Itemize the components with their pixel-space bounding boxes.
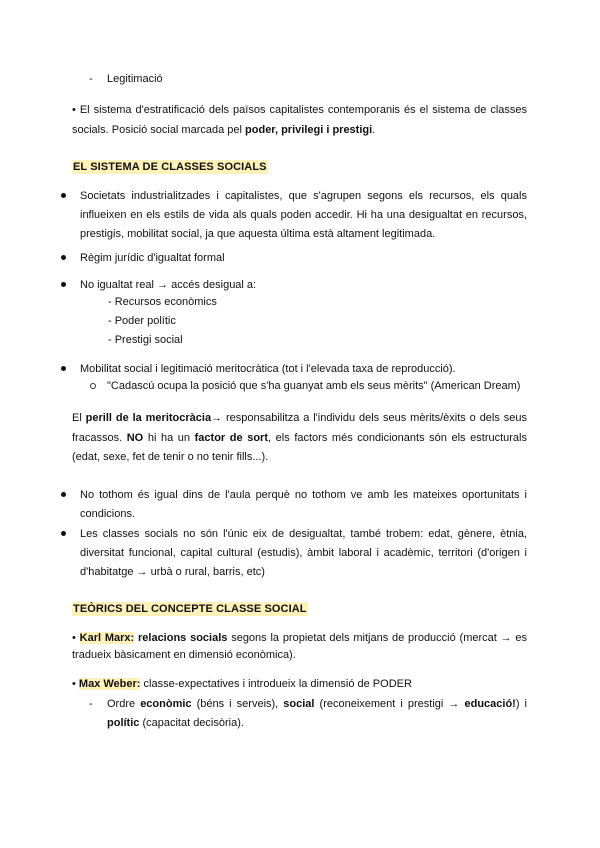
bullet-dot [61,366,66,371]
bullet-4-sub: "Cadascú ocupa la posició que s'ha guanyat amb els seus mèrits" (American Dream) [107,380,521,392]
weber-line-2: Ordre econòmic (béns i serveis), social (reconeixement i prestigi → educació!) i [107,698,528,710]
meritocracy-line-3: (edat, sexe, fet de tenir o no tenir fills...). [72,451,269,463]
bullet-dot [61,255,66,260]
sub-item-prestigi: - Prestigi social [108,334,183,346]
bullet-3: No igualtat real → accés desigual a: [80,279,257,291]
list-item-legitimacio: Legitimació [107,73,163,85]
section-heading-classes: EL SISTEMA DE CLASSES SOCIALS [73,161,267,173]
list-dash: - [89,73,93,85]
bullet-2: Règim jurídic d'igualtat formal [80,252,225,264]
marx-line-1: • Karl Marx: relacions socials segons la propietat dels mitjans de producció (mercat → es [72,632,528,644]
theorist-name-weber: Max Weber: [78,678,141,690]
bullet-1-line-3: prestigis, mobilitat social, ja que aquesta última està altament legitimada. [80,228,436,240]
bullet-dot [61,531,66,536]
meritocracy-line-1: El perill de la meritocràcia→ responsabilitza a l'individu dels seus mèrits/èxits o dels seus [72,412,527,424]
bullet-6-line-3: d'habitatge → urbà o rural, barris, etc) [80,566,265,578]
bullet-1-line-2: influeixen en els estils de vida als quals poden accedir. Hi ha una desigualtat en recursos, [80,209,527,221]
bullet-6-line-2: diversitat funcional, capital cultural (estudis), àmbit laboral i acadèmic, territori (d'origen i [80,547,527,559]
marx-line-2: tradueix bàsicament en dimensió econòmica). [72,649,296,661]
meritocracy-line-2: fracassos. NO hi ha un factor de sort, els factors més condicionants són els estructurals [72,432,527,444]
bullet-6-line-1: Les classes socials no són l'únic eix de desigualtat, també trobem: edat, gènere, ètnia, [80,528,527,540]
sub-bullet-circle [90,383,96,389]
bullet-4: Mobilitat social i legitimació meritocràtica (tot i l'elevada taxa de reproducció). [80,363,456,375]
weber-line-3: polític (capacitat decisòria). [107,717,244,729]
section-heading-teorics: TEÒRICS DEL CONCEPTE CLASSE SOCIAL [73,603,307,615]
bullet-5-line-2: condicions. [80,508,136,520]
theorist-name-marx: Karl Marx: [79,632,135,644]
intro-line-2: socials. Posició social marcada pel poder, privilegi i prestigi. [72,124,376,136]
bullet-5-line-1: No tothom és igual dins de l'aula perquè no tothom ve amb les mateixes oportunitats i [80,489,527,501]
bullet-dot [61,193,66,198]
intro-emphasis: poder, privilegi i prestigi [245,124,373,136]
intro-line-1: • El sistema d'estratificació dels països capitalistes contemporanis és el sistema de classes [72,104,527,116]
bullet-dot [61,492,66,497]
sub-item-poder: - Poder polític [108,315,176,327]
weber-line-1: • Max Weber: classe-expectatives i introdueix la dimensió de PODER [72,678,412,690]
bullet-dot [61,282,66,287]
sub-item-recursos: - Recursos econòmics [108,296,217,308]
bullet-1-line-1: Societats industrialitzades i capitalistes, que s'agrupen segons els recursos, els quals [80,190,527,202]
list-dash: - [89,698,93,710]
